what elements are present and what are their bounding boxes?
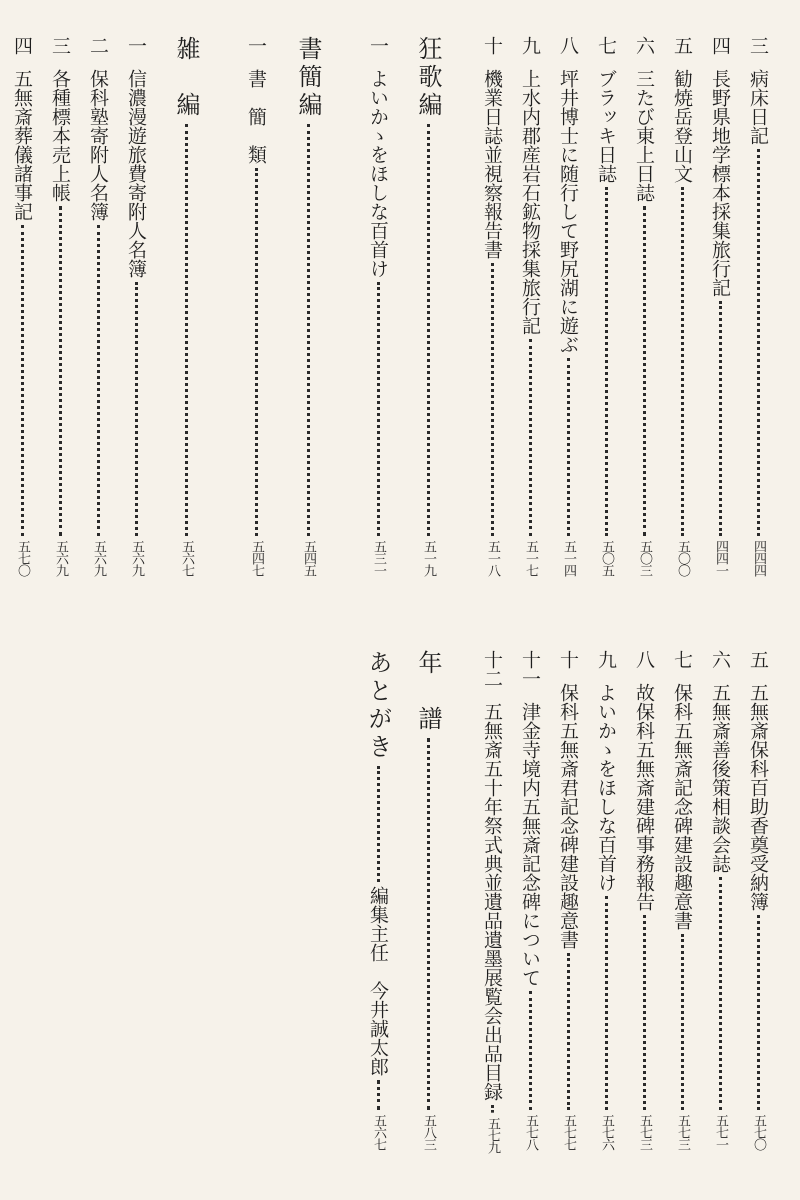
page-number: 五一四	[561, 540, 576, 576]
toc-entry	[475, 650, 509, 1153]
dot-leader	[643, 915, 646, 1110]
dot-leader	[377, 282, 380, 536]
page-number: 五四五	[301, 540, 316, 576]
page-number: 五四七	[249, 540, 264, 576]
toc-section-heading	[291, 36, 325, 576]
toc-entry	[589, 650, 623, 1150]
toc-entry	[589, 36, 623, 576]
toc-entry-title: よいかゝをほしな百首け	[367, 69, 389, 278]
toc-entry	[5, 36, 39, 576]
toc-entry	[43, 36, 77, 576]
dot-leader	[491, 1105, 494, 1113]
toc-entry	[361, 36, 395, 576]
toc-section-heading	[411, 650, 445, 1150]
dot-leader	[643, 206, 646, 536]
toc-entry	[119, 36, 153, 576]
section-title: 書簡編	[294, 36, 322, 120]
page-number: 四四一	[713, 540, 728, 576]
toc-entry-number: 十	[481, 36, 503, 55]
dot-leader	[97, 225, 100, 536]
dot-leader	[135, 282, 138, 536]
page-number: 五三一	[371, 540, 386, 576]
toc-section-heading	[361, 650, 395, 1150]
page-number: 五七三	[675, 1114, 690, 1150]
toc-entry-number: 一	[125, 36, 147, 55]
page-number: 五一九	[421, 540, 436, 576]
toc-entry-title: 三たび東上日誌	[633, 69, 655, 202]
toc-entry-number: 十一	[519, 650, 541, 688]
page-number: 五一七	[523, 540, 538, 576]
toc-entry	[703, 650, 737, 1150]
toc-entry-title: 上水内郡産岩石鉱物採集旅行記	[519, 69, 541, 335]
page-number: 五〇〇	[675, 540, 690, 576]
toc-entry-number: 十	[557, 650, 579, 669]
toc-entry-title: 信濃漫遊旅費寄附人名簿	[125, 69, 147, 278]
toc-entry-number: 一	[367, 36, 389, 55]
dot-leader	[491, 263, 494, 536]
toc-entry-title: 保科五無斎記念碑建設趣意書	[671, 683, 693, 930]
page-number: 五〇三	[637, 540, 652, 576]
toc-entry	[239, 36, 273, 576]
toc-entry-title: 五無斎葬儀諸事記	[11, 69, 33, 221]
toc-entry	[665, 650, 699, 1150]
toc-entry-title: 故保科五無斎建碑事務報告	[633, 683, 655, 911]
toc-entry-title: 各種標本売上帳	[49, 69, 71, 202]
toc-section-heading	[411, 36, 445, 576]
section-title: 年 譜	[414, 650, 442, 734]
toc-entry	[81, 36, 115, 576]
dot-leader	[529, 339, 532, 536]
section-title: あとがき	[364, 650, 392, 762]
toc-entry	[551, 650, 585, 1150]
page-number: 五六九	[129, 540, 144, 576]
dot-leader	[567, 358, 570, 536]
toc-entry-title: 保科塾寄附人名簿	[87, 69, 109, 221]
page-number: 五六七	[179, 540, 194, 576]
toc-entry-title: 勧焼岳登山文	[671, 69, 693, 183]
toc-entry-title: 五無斎善後策相談会誌	[709, 683, 731, 873]
dot-leader	[307, 124, 310, 536]
toc-entry	[741, 36, 775, 576]
page-number: 五七七	[561, 1114, 576, 1150]
toc-entry-number: 一	[245, 36, 267, 55]
toc-entry-title: 保科五無斎君記念碑建設趣意書	[557, 683, 579, 949]
toc-entry-number: 八	[633, 650, 655, 669]
dot-leader	[529, 991, 532, 1110]
toc-entry	[627, 36, 661, 576]
page-number: 五七〇	[751, 1114, 766, 1150]
toc-entry	[627, 650, 661, 1150]
toc-entry	[513, 650, 547, 1150]
page-number: 五六七	[371, 1114, 386, 1150]
dot-leader	[681, 934, 684, 1110]
toc-entry-title: ブラッキ日誌	[595, 69, 617, 183]
toc-entry-title: 五無斎五十年祭式典並遺品遺墨展覧会出品目録	[481, 702, 503, 1101]
dot-leader	[681, 187, 684, 536]
dot-leader	[427, 124, 430, 536]
toc-entry-title: 坪井博士に随行して野尻湖に遊ぶ	[557, 69, 579, 354]
toc-entry-number: 九	[519, 36, 541, 55]
section-title: 雑 編	[172, 36, 200, 120]
toc-entry	[551, 36, 585, 576]
toc-entry-number: 四	[709, 36, 731, 55]
section-title: 狂歌編	[414, 36, 442, 120]
toc-entry-number: 四	[11, 36, 33, 55]
toc-entry-number: 三	[747, 36, 769, 55]
page-number: 五〇五	[599, 540, 614, 576]
toc-entry-title: よいかゝをほしな百首け	[595, 683, 617, 892]
toc-entry-title: 五無斎保科百助香奠受納簿	[747, 683, 769, 911]
toc-entry	[475, 36, 509, 576]
toc-entry-number: 五	[747, 650, 769, 669]
dot-leader	[757, 149, 760, 536]
toc-entry	[741, 650, 775, 1150]
dot-leader	[719, 877, 722, 1110]
dot-leader	[185, 124, 188, 536]
toc-entry-number: 六	[709, 650, 731, 669]
dot-leader	[427, 738, 430, 1110]
page-number: 五六九	[91, 540, 106, 576]
toc-entry-number: 九	[595, 650, 617, 669]
toc-entry-title: 書 簡 類	[245, 69, 267, 164]
toc-entry-title: 病床日記	[747, 69, 769, 145]
toc-entry-number: 二	[87, 36, 109, 55]
dot-leader	[377, 1080, 380, 1110]
page-number: 五七六	[599, 1114, 614, 1150]
editor-credit: 編集主任 今井誠太郎	[367, 886, 389, 1076]
dot-leader	[21, 225, 24, 536]
toc-entry-number: 三	[49, 36, 71, 55]
toc-entry-number: 七	[671, 650, 693, 669]
toc-entry-title: 津金寺境内五無斎記念碑について	[519, 702, 541, 987]
page-number: 五七一	[713, 1114, 728, 1150]
toc-entry-title: 機業日誌並視察報告書	[481, 69, 503, 259]
toc-entry	[703, 36, 737, 576]
toc-entry-title: 長野県地学標本採集旅行記	[709, 69, 731, 297]
dot-leader	[59, 206, 62, 536]
dot-leader	[605, 896, 608, 1110]
toc-entry-number: 五	[671, 36, 693, 55]
toc-entry-number: 六	[633, 36, 655, 55]
page-number: 五八三	[421, 1114, 436, 1150]
dot-leader	[567, 953, 570, 1110]
dot-leader	[757, 915, 760, 1110]
toc-entry-number: 八	[557, 36, 579, 55]
page-number: 五七〇	[15, 540, 30, 576]
dot-leader	[255, 168, 258, 536]
page-number: 五一八	[485, 540, 500, 576]
toc-entry	[513, 36, 547, 576]
toc-section-heading	[169, 36, 203, 576]
toc-entry	[665, 36, 699, 576]
page-number: 五七八	[523, 1114, 538, 1150]
toc-entry-number: 十二	[481, 650, 503, 688]
page-number: 五七三	[637, 1114, 652, 1150]
page-number: 四四四	[751, 540, 766, 576]
dot-leader	[377, 766, 380, 882]
page-number: 五七九	[485, 1117, 500, 1153]
dot-leader	[719, 301, 722, 536]
toc-entry-number: 七	[595, 36, 617, 55]
dot-leader	[605, 187, 608, 536]
page-number: 五六九	[53, 540, 68, 576]
